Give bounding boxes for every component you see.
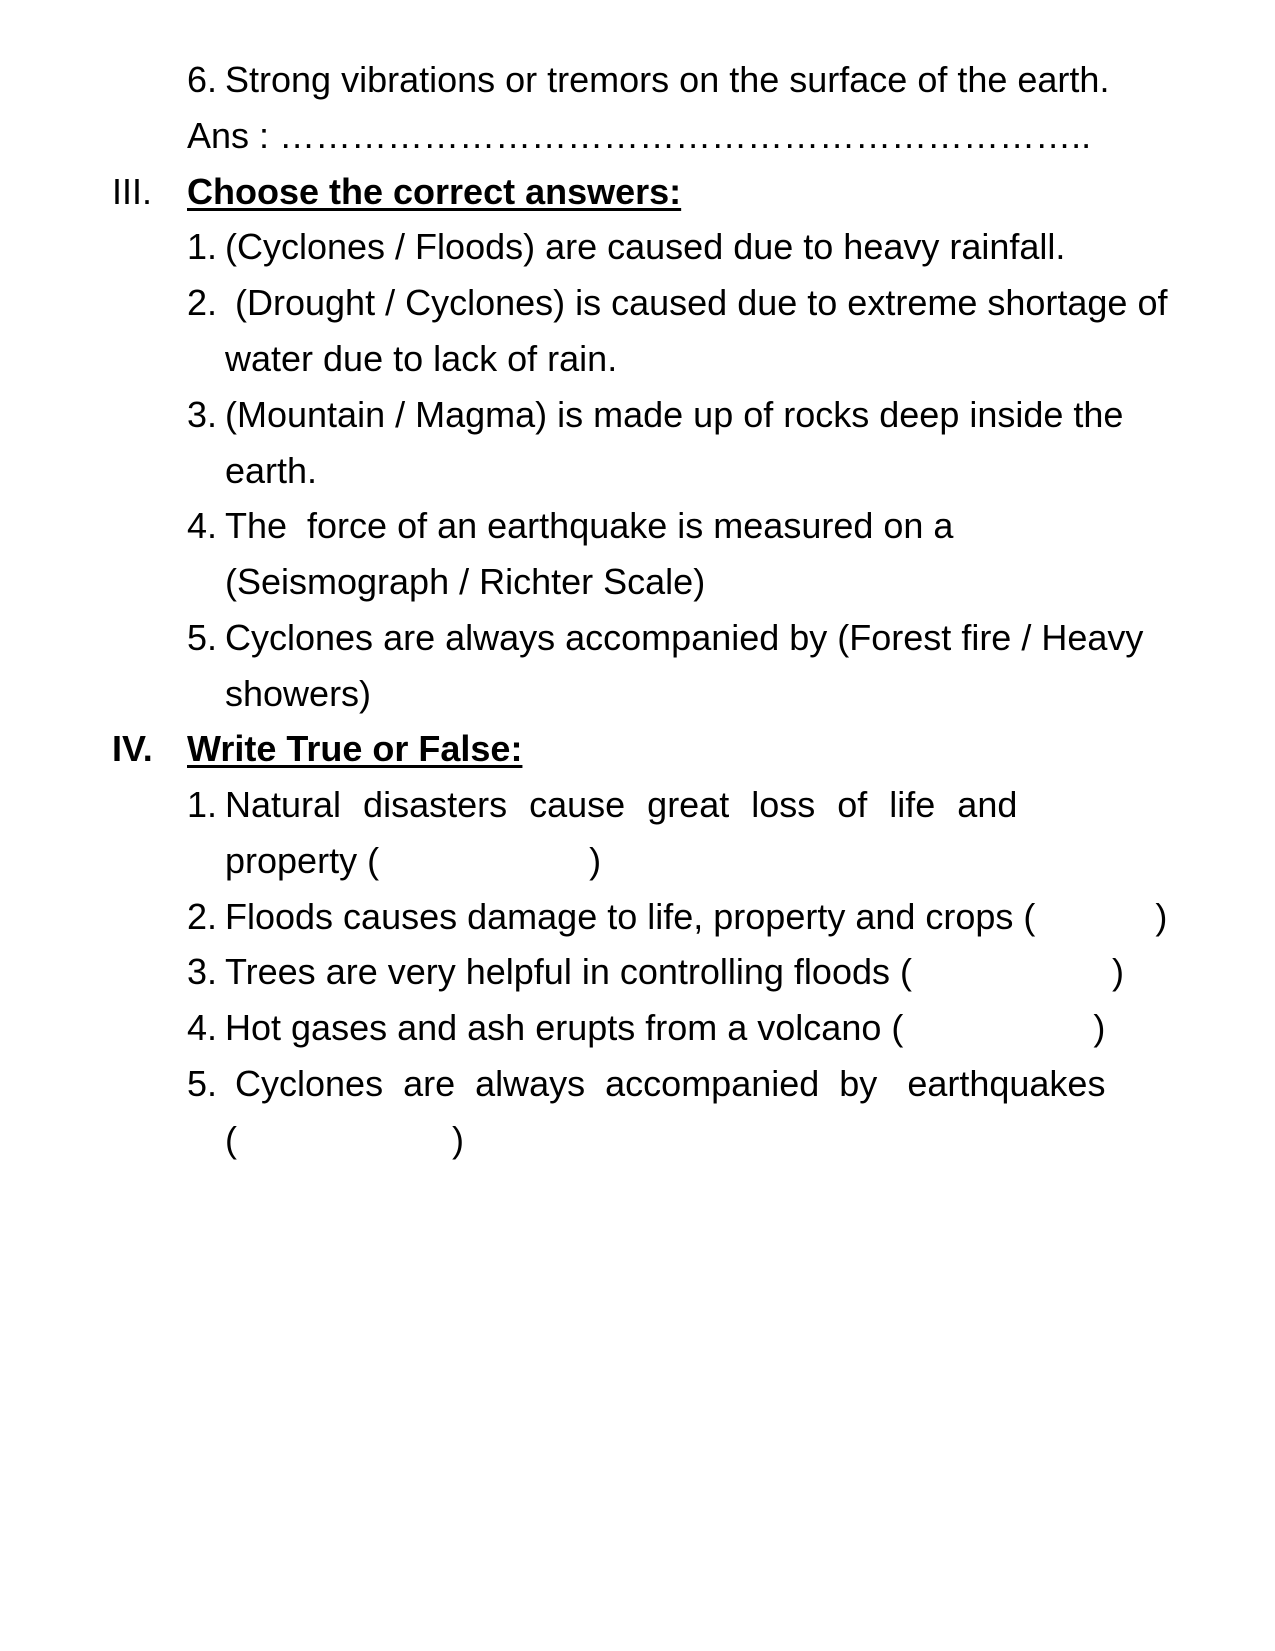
- item-text: Hot gases and ash erupts from a volcano (: [225, 1007, 904, 1048]
- item-text: Natural disasters cause great loss of life and: [225, 784, 1018, 825]
- section-iv-title: Write True or False:: [187, 728, 523, 769]
- item-number: 3.: [187, 394, 218, 435]
- item-text: Cyclones are always accompanied by (Forest fire / Heavy: [225, 617, 1144, 658]
- item-number: 5.: [187, 1063, 218, 1104]
- question-iv-1-cont: [225, 840, 602, 881]
- item-text: (Mountain / Magma) is made up of rocks deep inside the: [225, 394, 1124, 435]
- question-iii-3: [187, 394, 1124, 435]
- question-iv-5-cont: [225, 1119, 464, 1160]
- close-paren: ): [452, 1119, 464, 1160]
- item-text: Cyclones are always accompanied by earthquakes: [225, 1063, 1106, 1104]
- item-number: 4.: [187, 505, 218, 546]
- item-text: (: [225, 1119, 237, 1160]
- question-iv-1: [187, 784, 1018, 825]
- section-iii-number: III.: [112, 171, 153, 212]
- item-text: property (: [225, 840, 380, 881]
- question-iii-2: [187, 282, 1168, 323]
- section-iii-title: Choose the correct answers:: [187, 171, 682, 212]
- question-iii-5-cont: showers): [225, 673, 372, 714]
- close-paren: ): [1155, 896, 1168, 937]
- question-iv-4: [187, 1007, 1106, 1048]
- answer-label: Ans :: [187, 115, 270, 156]
- item-number: 3.: [187, 951, 218, 992]
- item-number: 2.: [187, 896, 218, 937]
- item-number: 1.: [187, 784, 218, 825]
- question-iii-1: [187, 226, 1066, 267]
- item-text: Strong vibrations or tremors on the surface of the earth.: [225, 59, 1110, 100]
- question-iv-5: [187, 1063, 1106, 1104]
- question-iii-4: [187, 505, 954, 546]
- item-text: The force of an earthquake is measured on a: [225, 505, 954, 546]
- item-text: Trees are very helpful in controlling floods (: [225, 951, 912, 992]
- question-ii-6: [187, 59, 1110, 100]
- item-text: (Drought / Cyclones) is caused due to extreme shortage of: [225, 282, 1168, 323]
- question-iv-3: [187, 951, 1124, 992]
- item-number: 6.: [187, 59, 218, 100]
- question-iii-5: [187, 617, 1144, 658]
- question-iii-4-cont: (Seismograph / Richter Scale): [225, 561, 706, 602]
- item-number: 5.: [187, 617, 218, 658]
- answer-line: [187, 115, 1092, 156]
- item-number: 2.: [187, 282, 218, 323]
- close-paren: ): [1093, 1007, 1106, 1048]
- answer-blank: …………………………………………………………..: [279, 115, 1092, 156]
- question-iii-2-cont: water due to lack of rain.: [225, 338, 618, 379]
- item-text: Floods causes damage to life, property and crops (: [225, 896, 1036, 937]
- item-number: 1.: [187, 226, 218, 267]
- close-paren: ): [1112, 951, 1124, 992]
- section-iv-number: IV.: [112, 728, 153, 769]
- item-text: (Cyclones / Floods) are caused due to heavy rainfall.: [225, 226, 1066, 267]
- close-paren: ): [589, 840, 602, 881]
- question-iii-3-cont: earth.: [225, 450, 318, 491]
- question-iv-2: [187, 896, 1168, 937]
- item-number: 4.: [187, 1007, 218, 1048]
